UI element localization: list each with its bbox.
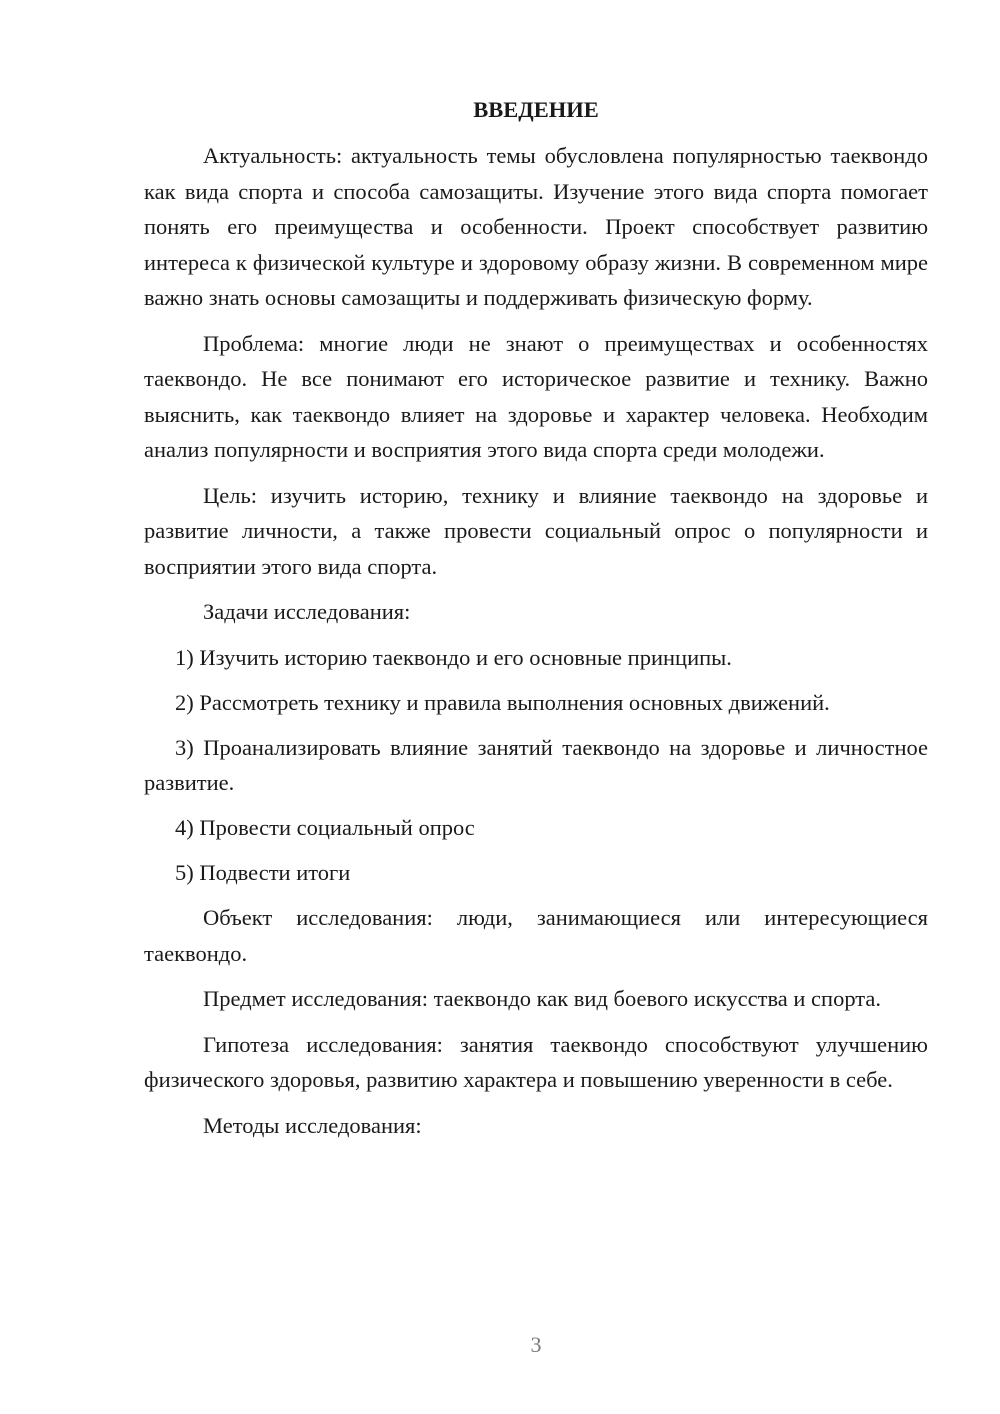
goal-paragraph: Цель: изучить историю, технику и влияние таеквондо на здоровье и развитие личности, а также провести социальный опрос о популярности и восприятии этого вида спорта.: [144, 482, 928, 579]
section-title: ВВЕДЕНИЕ: [473, 97, 599, 122]
problem-paragraph: Проблема: многие люди не знают о преимуществах и особенностях таеквондо. Не все понимают его историческое развитие и технику. Важно выяснить, как таеквондо влияет на здоровье и характер человека. Необходим анализ популярности и восприятия этого вида спорта среди молодежи.: [144, 330, 928, 462]
list-item: 4) Провести социальный опрос: [175, 815, 475, 840]
hypothesis-paragraph: Гипотеза исследования: занятия таеквондо способствуют улучшению физического здоровья, развитию характера и повышению уверенности в себе.: [144, 1031, 928, 1092]
page-number: 3: [530, 1332, 542, 1357]
relevance-paragraph: Актуальность: актуальность темы обусловлена популярностью таеквондо как вида спорта и способа самозащиты. Изучение этого вида спорта помогает понять его преимущества и особенности. Проект способствует развитию интереса к физической культуре и здоровому образу жизни. В современном мире важно знать основы самозащиты и поддерживать физическую форму.: [144, 143, 928, 310]
tasks-list: [144, 640, 928, 891]
list-item: 5) Подвести итоги: [175, 860, 351, 885]
tasks-heading: Задачи исследования:: [203, 599, 411, 624]
list-item: 1) Изучить историю таеквондо и его основные принципы.: [175, 644, 732, 670]
list-item: 2) Рассмотреть технику и правила выполнения основных движений.: [175, 689, 830, 715]
methods-heading: Методы исследования:: [203, 1112, 422, 1138]
object-paragraph: Объект исследования: люди, занимающиеся или интересующиеся таеквондо.: [144, 905, 928, 966]
subject-paragraph: Предмет исследования: таеквондо как вид боевого искусства и спорта.: [203, 986, 882, 1011]
document-page: [144, 92, 928, 1153]
list-item: 3) Проанализировать влияние занятий таеквондо на здоровье и личностное развитие.: [144, 734, 928, 795]
